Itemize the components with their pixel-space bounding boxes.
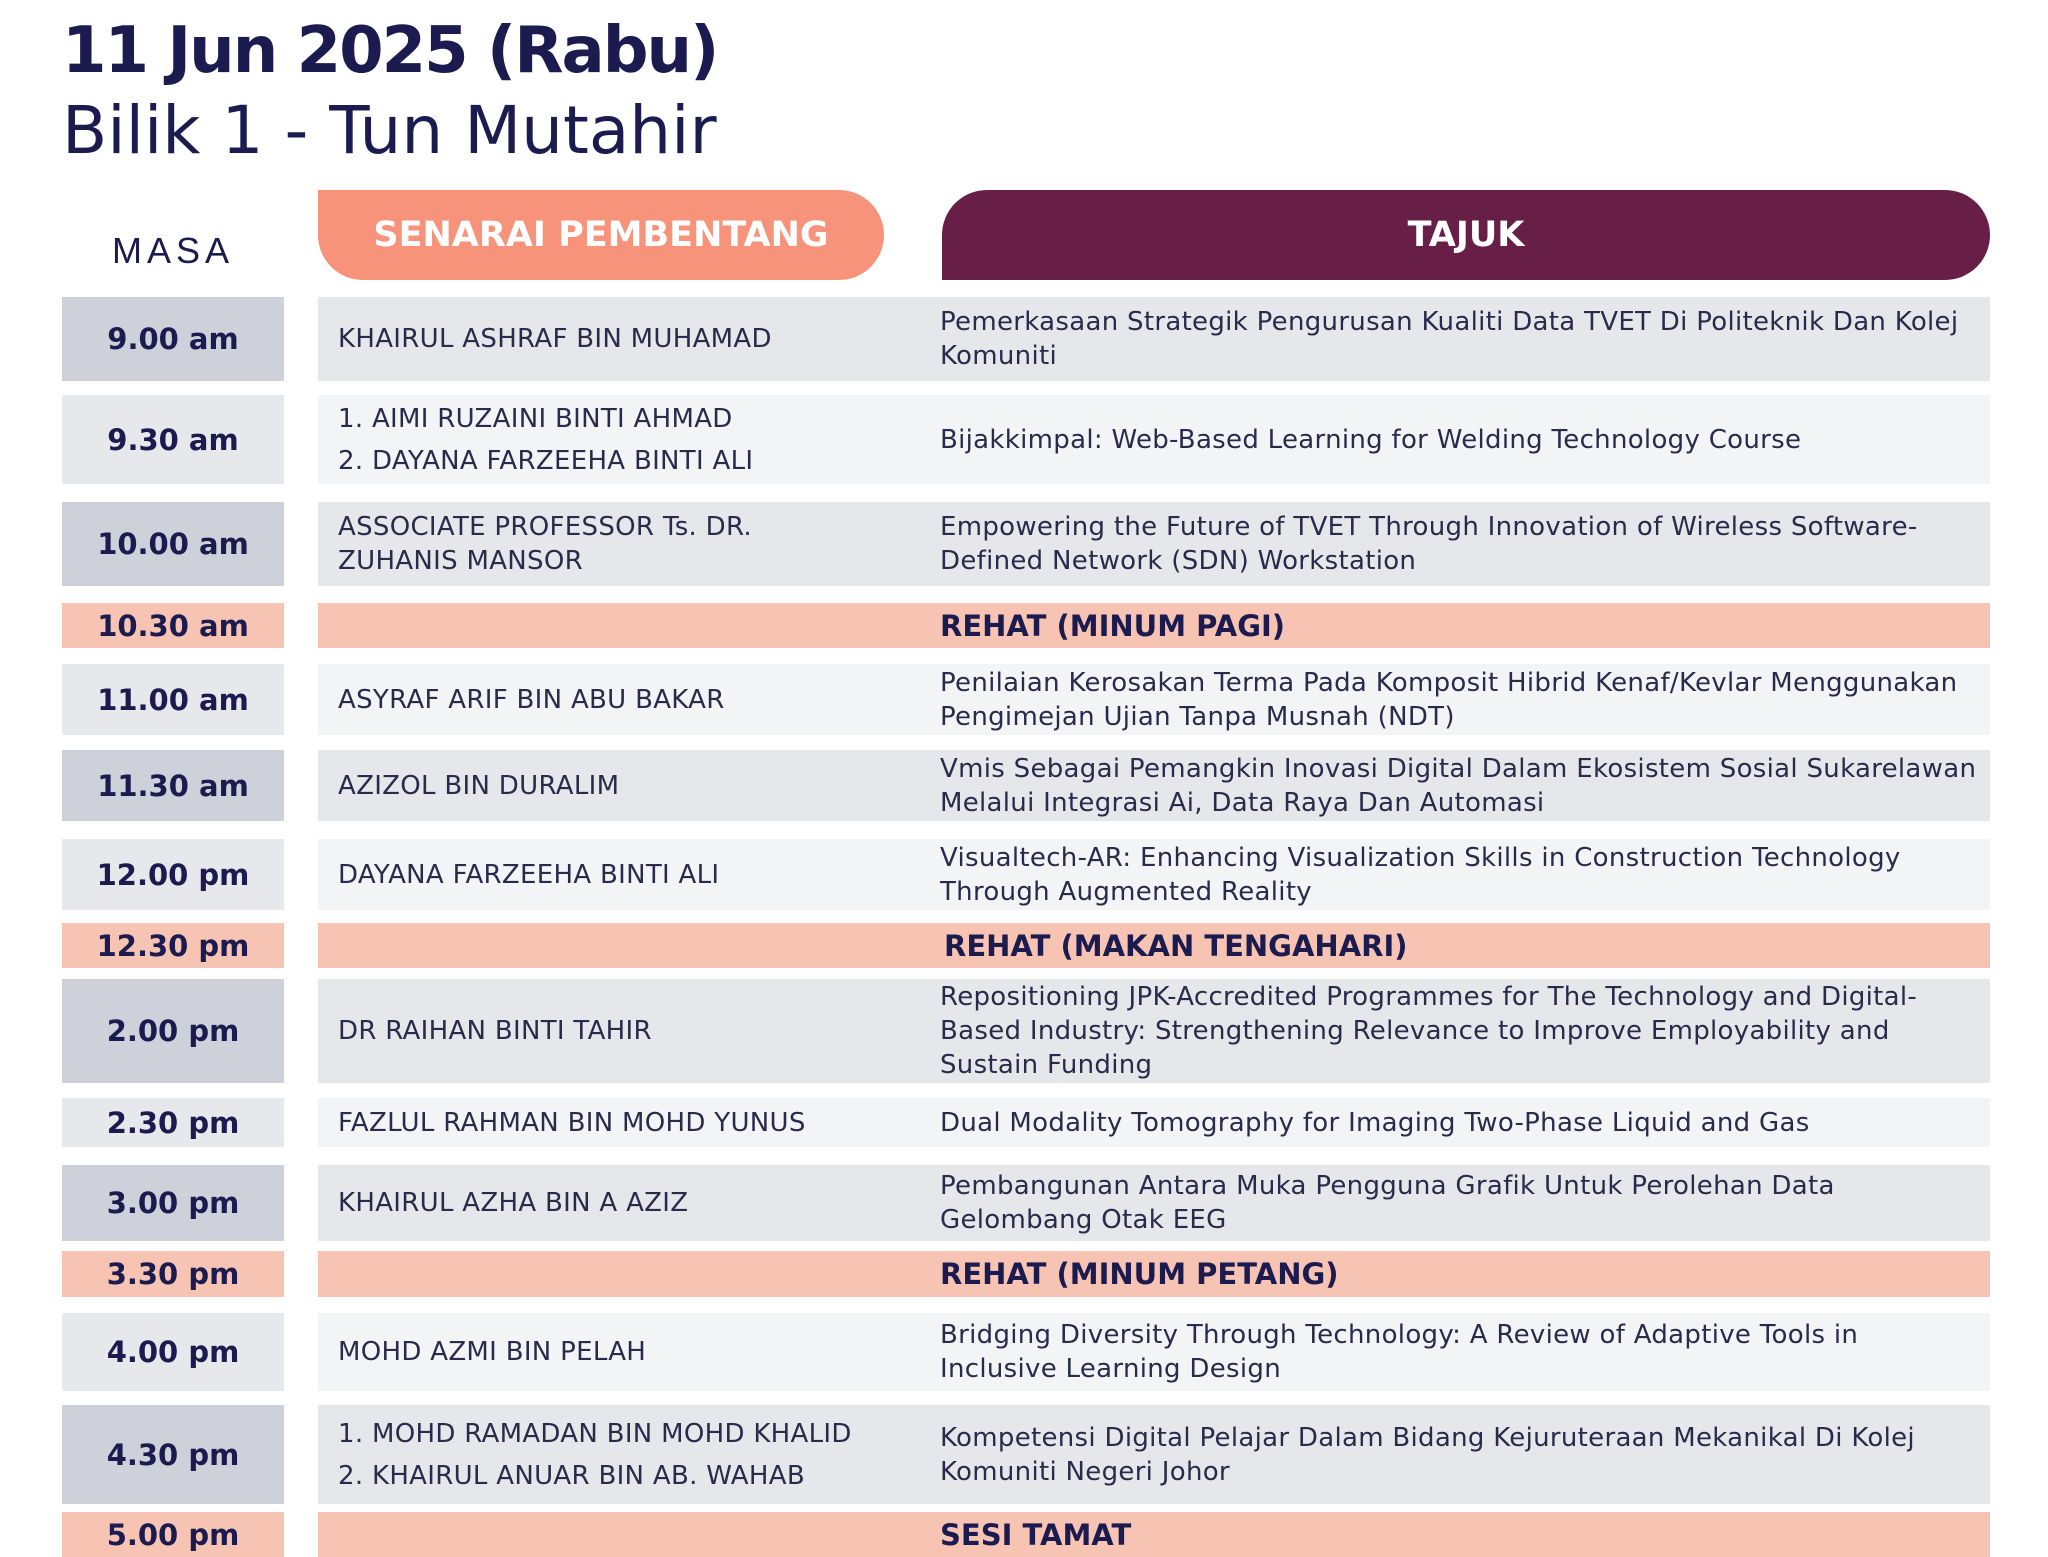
speaker-list <box>338 979 918 1083</box>
session-cell <box>318 664 1990 735</box>
session-cell <box>318 750 1990 821</box>
column-header-topic: TAJUK <box>942 190 1990 280</box>
session-cell <box>318 1098 1990 1147</box>
time-cell: 2.30 pm <box>62 1098 284 1147</box>
time-cell: 5.00 pm <box>62 1512 284 1557</box>
speaker-name: 1. MOHD RAMADAN BIN MOHD KHALID <box>338 1418 852 1449</box>
break-row <box>0 923 2048 968</box>
time-cell: 3.30 pm <box>62 1251 284 1297</box>
break-cell <box>318 1512 1990 1557</box>
time-cell: 9.00 am <box>62 297 284 381</box>
speaker-list <box>338 297 918 381</box>
session-row <box>0 1098 2048 1147</box>
session-row <box>0 979 2048 1083</box>
speaker-list <box>338 750 918 821</box>
session-row <box>0 1313 2048 1391</box>
speaker-name: ZUHANIS MANSOR <box>338 546 583 576</box>
time-cell: 11.00 am <box>62 664 284 735</box>
speaker-list <box>338 1165 918 1241</box>
break-cell <box>318 603 1990 648</box>
break-label: REHAT (MINUM PETANG) <box>940 1257 1339 1291</box>
time-cell: 12.00 pm <box>62 839 284 910</box>
break-label: SESI TAMAT <box>940 1517 1132 1552</box>
speaker-name: ASSOCIATE PROFESSOR Ts. DR. <box>338 512 752 542</box>
topic-title: Pemerkasaan Strategik Pengurusan Kualiti Data TVET Di Politeknik Dan Kolej Komuniti <box>940 307 1959 371</box>
topic-title: Empowering the Future of TVET Through Innovation of Wireless Software-Defined Network (SDN) Workstation <box>940 512 1918 576</box>
session-cell <box>318 297 1990 381</box>
column-header-time: MASA <box>111 230 235 271</box>
speaker-name: KHAIRUL AZHA BIN A AZIZ <box>338 1188 689 1218</box>
break-row <box>0 603 2048 648</box>
session-row <box>0 502 2048 586</box>
break-cell <box>318 923 1990 968</box>
session-cell <box>318 1405 1990 1504</box>
topic-title: Pembangunan Antara Muka Pengguna Grafik Untuk Perolehan Data Gelombang Otak EEG <box>940 1171 1835 1235</box>
speaker-list <box>338 395 918 484</box>
speaker-name: AZIZOL BIN DURALIM <box>338 770 620 801</box>
speaker-name: 2. KHAIRUL ANUAR BIN AB. WAHAB <box>338 1460 805 1491</box>
session-cell <box>318 1313 1990 1391</box>
column-header-speakers: SENARAI PEMBENTANG <box>318 190 884 280</box>
topic-title: Penilaian Kerosakan Terma Pada Komposit Hibrid Kenaf/Kevlar Menggunakan Pengimejan Ujian Tanpa Musnah (NDT) <box>940 667 1958 732</box>
session-cell <box>318 395 1990 484</box>
time-cell: 2.00 pm <box>62 979 284 1083</box>
speaker-list <box>338 1098 918 1147</box>
break-cell <box>318 1251 1990 1297</box>
session-row <box>0 395 2048 484</box>
speaker-name: DR RAIHAN BINTI TAHIR <box>338 1016 652 1046</box>
room-subtitle: Bilik 1 - Tun Mutahir <box>62 92 717 169</box>
topic-title: Kompetensi Digital Pelajar Dalam Bidang Kejuruteraan Mekanikal Di Kolej Komuniti Negeri Johor <box>940 1422 1915 1487</box>
topic-title: Repositioning JPK-Accredited Programmes for The Technology and Digital-Based Industry: Strengthening Relevance to Improve Employability and Sustain Funding <box>940 982 1918 1080</box>
session-row <box>0 750 2048 821</box>
speaker-list <box>338 839 918 910</box>
speaker-name: KHAIRUL ASHRAF BIN MUHAMAD <box>338 324 772 354</box>
session-cell <box>318 1165 1990 1241</box>
time-cell: 12.30 pm <box>62 923 284 968</box>
topic-title: Vmis Sebagai Pemangkin Inovasi Digital Dalam Ekosistem Sosial Sukarelawan Melalui Integrasi Ai, Data Raya Dan Automasi <box>940 753 1977 818</box>
session-cell <box>318 502 1990 586</box>
time-cell: 10.00 am <box>62 502 284 586</box>
session-row <box>0 664 2048 735</box>
time-cell: 9.30 am <box>62 395 284 484</box>
session-cell <box>318 839 1990 910</box>
speaker-name: DAYANA FARZEEHA BINTI ALI <box>338 859 720 890</box>
break-label: REHAT (MAKAN TENGAHARI) <box>944 928 1408 963</box>
session-row <box>0 1165 2048 1241</box>
speaker-list <box>338 1313 918 1391</box>
speaker-name: 2. DAYANA FARZEEHA BINTI ALI <box>338 445 754 476</box>
session-cell <box>318 979 1990 1083</box>
time-cell: 3.00 pm <box>62 1165 284 1241</box>
session-row <box>0 297 2048 381</box>
session-row <box>0 1405 2048 1504</box>
time-cell: 10.30 am <box>62 603 284 648</box>
topic-title: Dual Modality Tomography for Imaging Two-Phase Liquid and Gas <box>940 1107 1810 1138</box>
time-cell: 4.00 pm <box>62 1313 284 1391</box>
break-label: REHAT (MINUM PAGI) <box>940 608 1286 643</box>
speaker-list <box>338 502 918 586</box>
break-row <box>0 1512 2048 1557</box>
time-cell: 11.30 am <box>62 750 284 821</box>
speaker-list <box>338 1405 918 1504</box>
session-row <box>0 839 2048 910</box>
speaker-name: 1. AIMI RUZAINI BINTI AHMAD <box>338 403 733 434</box>
time-cell: 4.30 pm <box>62 1405 284 1504</box>
speaker-name: MOHD AZMI BIN PELAH <box>338 1337 647 1367</box>
speaker-name: FAZLUL RAHMAN BIN MOHD YUNUS <box>338 1107 806 1138</box>
topic-title: Bridging Diversity Through Technology: A Review of Adaptive Tools in Inclusive Learning Design <box>940 1320 1859 1384</box>
page-title: 11 Jun 2025 (Rabu) <box>62 14 718 88</box>
topic-title: Bijakkimpal: Web-Based Learning for Welding Technology Course <box>940 424 1802 455</box>
speaker-name: ASYRAF ARIF BIN ABU BAKAR <box>338 684 725 715</box>
topic-title: Visualtech-AR: Enhancing Visualization Skills in Construction Technology Through Augmented Reality <box>940 842 1901 907</box>
speaker-list <box>338 664 918 735</box>
break-row <box>0 1251 2048 1297</box>
